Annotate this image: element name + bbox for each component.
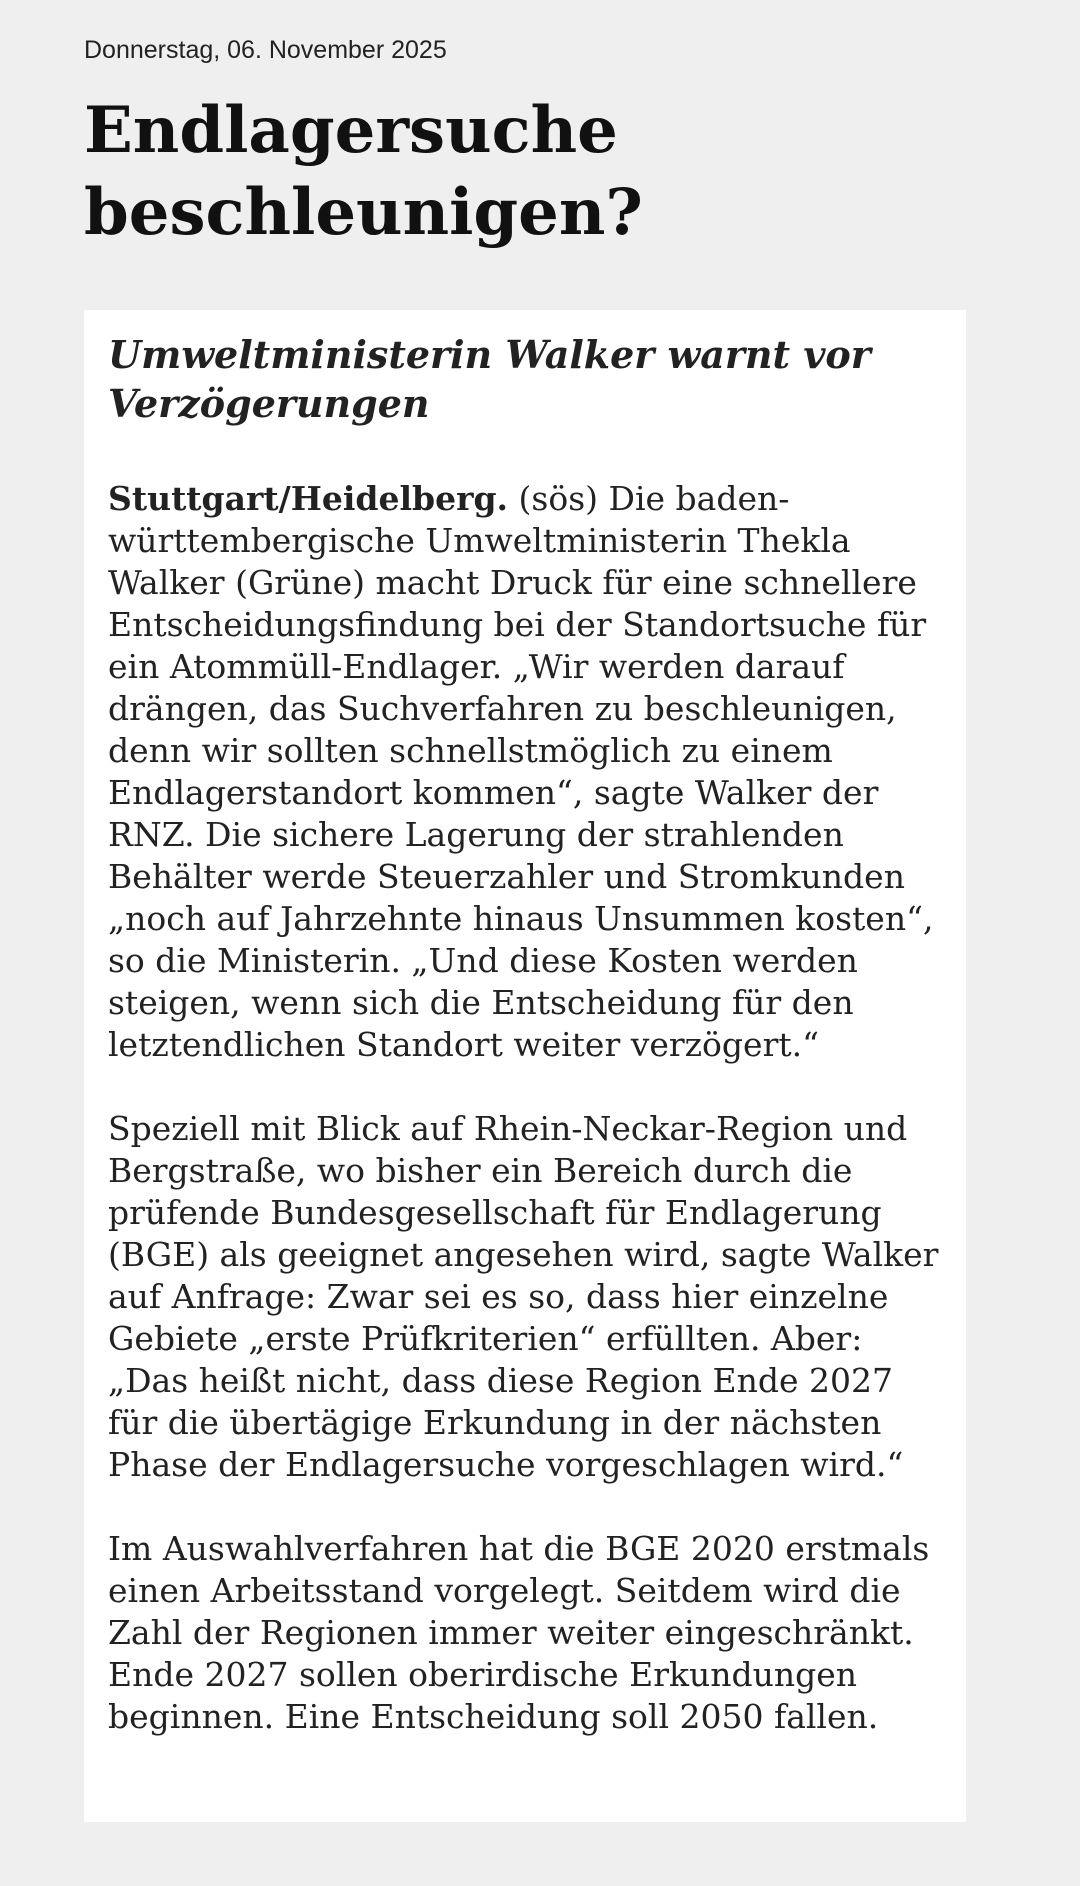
article-paragraph-1 xyxy=(108,478,942,1066)
article-paragraph-1-text: (sös) Die baden-württembergische Umweltministerin Thekla Walker (Grüne) macht Druck für eine schnellere Entscheidungsfindung bei der Standortsuche für ein Atommüll-Endlager. „Wir werden darauf drängen, das Suchverfahren zu beschleunigen, denn wir sollten schnellstmöglich zu einem Endlagerstandort kommen“, sagte Walker der RNZ. Die sichere Lagerung der strahlenden Behälter werde Steuerzahler und Stromkunden „noch auf Jahrzehnte hinaus Unsummen kosten“, so die Ministerin. „Und diese Kosten werden steigen, wenn sich die Entscheidung für den letztendlichen Standort weiter verzögert.“ xyxy=(108,479,934,1064)
article-card xyxy=(84,310,966,1822)
article-dateline: Stuttgart/Heidelberg. xyxy=(108,479,509,518)
article-body xyxy=(108,478,942,1738)
article-subtitle: Umweltministerin Walker warnt vor Verzögerungen xyxy=(108,332,871,426)
article-paragraph-2: Speziell mit Blick auf Rhein-Neckar-Region und Bergstraße, wo bisher ein Bereich durch die prüfende Bundesgesellschaft für Endlagerung (BGE) als geeignet angesehen wird, sagte Walker auf Anfrage: Zwar sei es so, dass hier einzelne Gebiete „erste Prüfkriterien“ erfüllten. Aber: „Das heißt nicht, dass diese Region Ende 2027 für die übertägige Erkundung in der nächsten Phase der Endlagersuche vorgeschlagen wird.“ xyxy=(108,1109,939,1484)
article-paragraph-3: Im Auswahlverfahren hat die BGE 2020 erstmals einen Arbeitsstand vorgelegt. Seitdem wird die Zahl der Regionen immer weiter eingeschränkt. Ende 2027 sollen oberirdische Erkundungen beginnen. Eine Entscheidung soll 2050 fallen. xyxy=(108,1529,930,1736)
article-headline: Endlagersuche beschleunigen? xyxy=(84,93,643,250)
publication-date: Donnerstag, 06. November 2025 xyxy=(84,36,447,64)
